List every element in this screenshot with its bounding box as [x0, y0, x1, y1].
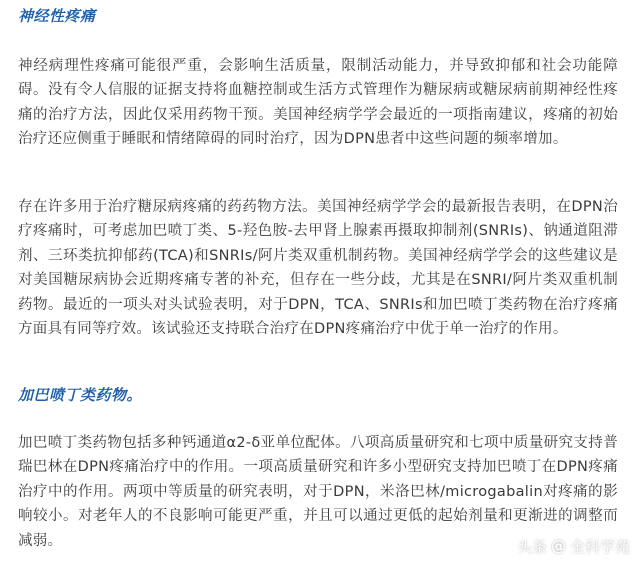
- paragraph-neuropathic-pain-intro: 神经病理性疼痛可能很严重，会影响生活质量，限制活动能力，并导致抑郁和社会功能障碍。没有令人信服的证据支持将血糖控制或生活方式管理作为糖尿病或糖尿病前期神经性疼痛的治疗方法，因此仅采用药物干预。美国神经病学学会最近的一项指南建议，疼痛的初始治疗还应侧重于睡眠和情绪障碍的同时治疗，因为DPN患者中这些问题的频率增加。: [18, 58, 618, 148]
- paragraph-drug-options: 存在许多用于治疗糖尿病疼痛的药药物方法。美国神经病学学会的最新报告表明，在DPN治疗疼痛时，可考虑加巴喷丁类、5-羟色胺-去甲肾上腺素再摄取抑制剂(SNRIs)、钠通道阻滞剂、三环类抗抑郁药(TCA)和SNRIs/阿片类双重机制药物。美国神经病学学会的这些建议是对美国糖尿病协会近期疼痛专著的补充，但存在一些分歧，尤其是在SNRI/阿片类双重机制药物。最近的一项头对头试验表明，对于DPN，TCA、SNRIs和加巴喷丁类药物在治疗疼痛方面具有同等疗效。该试验还支持联合治疗在DPN疼痛治疗中优于单一治疗的作用。: [18, 199, 618, 338]
- source-watermark: [517, 533, 630, 559]
- watermark-account: 全科学苑: [569, 537, 630, 556]
- watermark-prefix: 头条: [516, 537, 547, 556]
- section-heading-gabapentinoids: 加巴喷丁类药物。: [18, 386, 143, 404]
- paragraph-gabapentinoids: 加巴喷丁类药物包括多种钙通道α2-δ亚单位配体。八项高质量研究和七项中质量研究支持普瑞巴林在DPN疼痛治疗中的作用。一项高质量研究和许多小型研究支持加巴喷丁在DPN疼痛治疗中的作用。两项中等质量的研究表明，对于DPN，米洛巴林/microgabalin对疼痛的影响较小。对老年人的不良影响可能更严重，并且可以通过更低的起始剂量和更渐进的调整而减弱。: [18, 435, 618, 549]
- watermark-at: @: [550, 537, 566, 555]
- section-heading-neuropathic-pain: 神经性疼痛: [18, 7, 96, 25]
